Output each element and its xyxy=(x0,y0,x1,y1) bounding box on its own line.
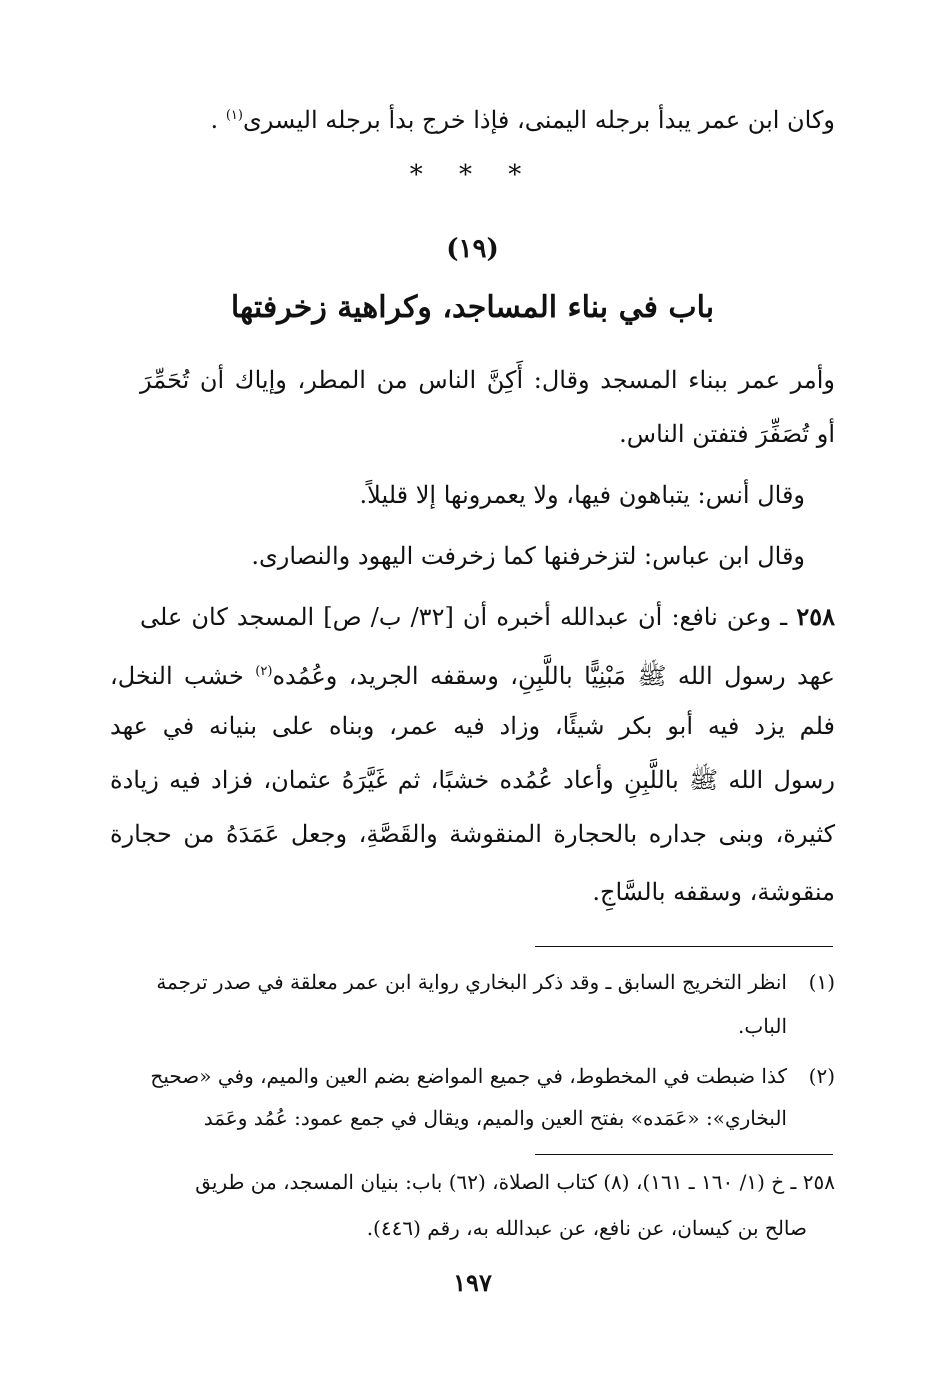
hadith-line2-text-a: عهد رسول الله ﷺ مَبْنِيًّا باللَّبِنِ، وسقفه الجريد، وعُمُده xyxy=(272,662,836,690)
footnote-1-line2: الباب. xyxy=(738,1014,787,1038)
footnote-divider xyxy=(535,946,833,947)
para1-line1: وأمر عمر ببناء المسجد وقال: أَكِنَّ الناس من المطر، وإياك أن تُحَمِّرَ xyxy=(140,366,835,394)
chapter-title: باب في بناء المساجد، وكراهية زخرفتها xyxy=(230,290,715,325)
section-separator: * * * xyxy=(409,160,536,190)
footnote-marker-2: (٢) xyxy=(255,664,273,679)
takhrij-divider xyxy=(535,1154,833,1155)
intro-period: . xyxy=(210,106,219,134)
para2: وقال أنس: يتباهون فيها، ولا يعمرونها إلا قليلاً. xyxy=(359,481,805,509)
takhrij-line2: صالح بن كيسان، عن نافع، عن عبدالله به، رقم (٤٤٦). xyxy=(366,1216,807,1240)
footnote-1-line1 xyxy=(110,966,835,998)
hadith-line1 xyxy=(140,597,835,637)
hadith-line1-text: ـ وعن نافع: أن عبدالله أخبره أن [٣٢/ ب/ ص] المسجد كان على xyxy=(140,603,788,631)
footnote-2-text: كذا ضبطت في المخطوط، في جميع المواضع بضم العين والميم، وفي «صحيح xyxy=(150,1064,787,1088)
para1-line2: أو تُصَفِّرَ فتفتن الناس. xyxy=(619,420,835,448)
hadith-line3: فلم يزد فيه أبو بكر شيئًا، وزاد فيه عمر، وبناه على بنيانه في عهد xyxy=(110,712,835,740)
hadith-number: ٢٥٨ xyxy=(796,602,835,631)
footnote-marker-1: (١) xyxy=(225,108,243,123)
footnote-2-number: (٢) xyxy=(808,1064,835,1088)
para3: وقال ابن عباس: لتزخرفنها كما زخرفت اليهود والنصارى. xyxy=(251,542,805,570)
footnote-1-text: انظر التخريج السابق ـ وقد ذكر البخاري رواية ابن عمر معلقة في صدر ترجمة xyxy=(156,970,787,994)
chapter-number: (١٩) xyxy=(446,234,499,264)
footnote-2-line1 xyxy=(110,1060,835,1092)
hadith-line2 xyxy=(110,652,835,696)
hadith-line6: منقوشة، وسقفه بالسَّاجِ. xyxy=(592,878,835,906)
footnote-2-line2: البخاري»: «عَمَده» بفتح العين والميم، ويقال في جمع عمود: عُمُد وعَمَد xyxy=(203,1106,787,1130)
intro-line xyxy=(110,96,835,140)
hadith-line5: كثيرة، وبنى جداره بالحجارة المنقوشة والقَصَّةِ، وجعل عَمَدَهُ من حجارة xyxy=(110,820,835,848)
intro-text: وكان ابن عمر يبدأ برجله اليمنى، فإذا خرج بدأ برجله اليسرى xyxy=(242,106,835,134)
page-number: ١٩٧ xyxy=(453,1268,492,1297)
hadith-line4: رسول الله ﷺ باللَّبِنِ وأعاد عُمُده خشبًا، ثم غَيَّرَهُ عثمان، فزاد فيه زيادة xyxy=(110,766,835,794)
hadith-line2-text-b: خشب النخل، xyxy=(110,662,244,690)
footnote-1-number: (١) xyxy=(808,970,835,994)
takhrij-line1: ٢٥٨ ـ خ (١/ ١٦٠ ـ ١٦١)، (٨) كتاب الصلاة، (٦٢) باب: بنيان المسجد، من طريق xyxy=(195,1170,835,1194)
